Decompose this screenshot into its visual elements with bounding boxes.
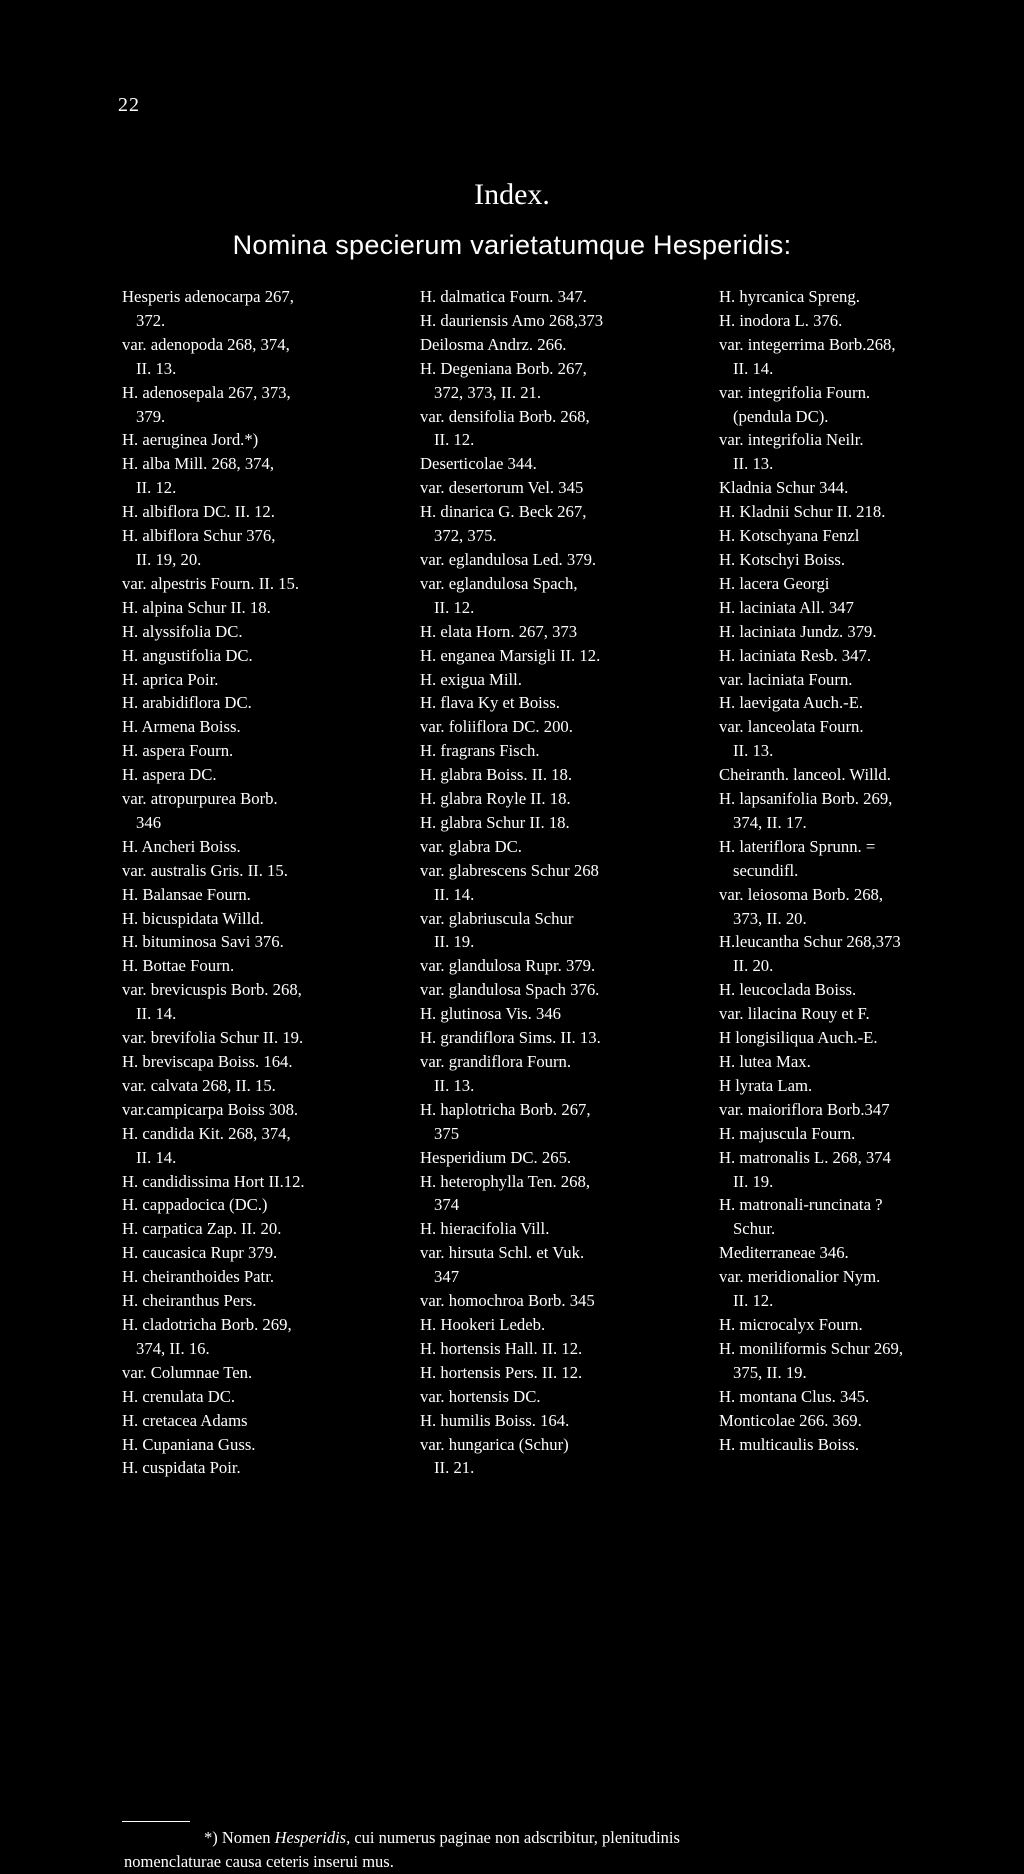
index-entry (420, 500, 705, 548)
index-entry-continuation: 372, 375. (434, 526, 497, 546)
index-entry-line: H. dauriensis Amo 268,373 (420, 310, 604, 330)
index-entry (122, 691, 404, 715)
index-entry-continuation: (pendula DC). (733, 406, 829, 426)
index-entry-continuation: II. 13. (136, 358, 177, 378)
index-entry (719, 1122, 1011, 1146)
index-entry-line: H. aprica Poir. (122, 669, 219, 689)
index-entry (420, 1098, 705, 1146)
index-entry-line: H. hyrcanica Spreng. (719, 287, 860, 306)
index-entry (420, 978, 705, 1002)
index-entry (122, 1050, 404, 1074)
index-entry-line: H. alba Mill. 268, 374, (122, 454, 275, 474)
footnote-genus: Hesperidis, (274, 1828, 351, 1847)
index-entry (719, 835, 1011, 883)
index-entry-line: H. Kotschyana Fenzl (719, 526, 860, 546)
index-entry-line: H.leucantha Schur 268,373 (719, 932, 901, 952)
index-entry-line: var. calvata 268, II. 15. (122, 1075, 276, 1095)
index-entry-line: H. exigua Mill. (420, 669, 522, 689)
index-entry-line: H. cladotricha Borb. 269, (122, 1314, 292, 1334)
index-entry (122, 1122, 404, 1170)
index-entry-line: H. cappadocica (DC.) (122, 1195, 268, 1215)
page-subtitle: Nomina specierum varietatumque Hesperidis: (232, 230, 792, 260)
index-entry (719, 309, 1011, 333)
index-entry-line: H. laciniata Resb. 347. (719, 645, 872, 665)
index-entry-line: var. brevifolia Schur II. 19. (122, 1028, 304, 1048)
index-entry (420, 1313, 705, 1337)
index-entry (420, 835, 705, 859)
index-entry (420, 572, 705, 620)
page-number: 22 (118, 94, 140, 116)
index-entry (420, 476, 705, 500)
index-entry (122, 859, 404, 883)
index-entry (719, 1193, 1011, 1241)
index-entry (420, 691, 705, 715)
index-entry (122, 835, 404, 859)
index-entry-continuation: II. 13. (733, 741, 774, 761)
index-entry-line: H. elata Horn. 267, 373 (420, 621, 578, 641)
index-entry-line: H. matronalis L. 268, 374 (719, 1147, 891, 1167)
index-entry-continuation: II. 12. (733, 1291, 774, 1311)
index-entry-line: H. flava Ky et Boiss. (420, 693, 560, 713)
index-entry-line: var. eglandulosa Spach, (420, 573, 578, 593)
index-entry-line: var. hortensis DC. (420, 1386, 541, 1406)
index-entry (420, 1337, 705, 1361)
index-entry (719, 285, 1011, 309)
index-entry (420, 1217, 705, 1241)
index-entry-line: H. hieracifolia Vill. (420, 1219, 550, 1239)
index-entry (122, 644, 404, 668)
footnote-pre: *) Nomen (204, 1828, 275, 1847)
index-entry (420, 787, 705, 811)
index-entry-line: H. candida Kit. 268, 374, (122, 1123, 291, 1143)
index-entry-continuation: II. 19. (434, 932, 475, 952)
index-entry-line: var. integrifolia Fourn. (719, 382, 871, 402)
index-entry-line: var. grandiflora Fourn. (420, 1052, 572, 1071)
index-entry (122, 763, 404, 787)
index-entry-line: H. majuscula Fourn. (719, 1123, 856, 1143)
index-entry-line: H. multicaulis Boiss. (719, 1434, 859, 1454)
index-entry-continuation: II. 12. (434, 430, 475, 450)
index-entry-continuation: II. 13. (733, 454, 774, 474)
index-entry (420, 1433, 705, 1481)
index-entry-line: H. lacera Georgi (719, 573, 830, 593)
index-entry-continuation: 372, 373, II. 21. (434, 382, 542, 402)
index-entry-continuation: 374 (434, 1195, 460, 1215)
index-entry-continuation: 373, II. 20. (733, 908, 807, 928)
index-entry (122, 285, 404, 333)
index-entry (719, 620, 1011, 644)
index-entry (122, 1098, 404, 1122)
index-entry (122, 930, 404, 954)
page-title: Index. (474, 178, 550, 211)
index-entry-line: H. matronali-runcinata ? (719, 1195, 883, 1215)
footnote-line-2: nomenclaturae causa ceteris inserui mus. (124, 1852, 394, 1871)
footnote-line-1 (124, 1826, 1004, 1850)
index-entry-line: var. glabriuscula Schur (420, 908, 574, 928)
index-entry (420, 357, 705, 405)
index-entry (420, 907, 705, 955)
index-entry-line: H. lapsanifolia Borb. 269, (719, 789, 893, 809)
index-column-3 (719, 285, 1011, 1456)
index-entry-line: H. Kotschyi Boiss. (719, 549, 846, 569)
index-entry-line: H. arabidiflora DC. (122, 693, 252, 713)
index-entry-continuation: 346 (136, 812, 162, 832)
index-entry (122, 1456, 404, 1480)
index-entry (719, 572, 1011, 596)
index-entry-line: var. lanceolata Fourn. (719, 717, 864, 737)
index-entry-line: H longisiliqua Auch.-E. (719, 1028, 878, 1048)
index-entry (122, 452, 404, 500)
index-entry-line: var. glabrescens Schur 268 (420, 860, 599, 880)
index-column-1 (122, 285, 404, 1480)
index-entry-line: H. angustifolia DC. (122, 645, 253, 665)
index-entry-line: H. cretacea Adams (122, 1410, 248, 1430)
index-entry (719, 524, 1011, 548)
index-entry (719, 763, 1011, 787)
index-entry (122, 668, 404, 692)
index-entry (719, 1074, 1011, 1098)
index-entry-line: var. brevicuspis Borb. 268, (122, 980, 302, 1000)
index-entry-line: Deserticolae 344. (420, 454, 537, 474)
index-entry (719, 644, 1011, 668)
index-entry (420, 1361, 705, 1385)
index-entry (122, 1193, 404, 1217)
index-entry (719, 1385, 1011, 1409)
index-entry-line: H. caucasica Rupr 379. (122, 1243, 278, 1263)
index-entry-continuation: II. 14. (434, 884, 475, 904)
index-entry-continuation: II. 13. (434, 1075, 475, 1095)
index-entry (719, 1050, 1011, 1074)
index-entry-line: H. glabra Schur II. 18. (420, 812, 570, 832)
index-entry (122, 1241, 404, 1265)
index-entry-continuation: II. 14. (136, 1147, 177, 1167)
index-entry (719, 1265, 1011, 1313)
index-entry (122, 1385, 404, 1409)
index-entry-continuation: II. 14. (733, 358, 774, 378)
index-entry-line: var. alpestris Fourn. II. 15. (122, 573, 300, 593)
index-entry-line: H. leucoclada Boiss. (719, 980, 857, 1000)
index-entry-continuation: II. 20. (733, 956, 774, 976)
index-entry (122, 1289, 404, 1313)
index-entry (719, 596, 1011, 620)
index-entry-line: H. lateriflora Sprunn. = (719, 836, 876, 856)
index-entry-line: H. Armena Boiss. (122, 717, 241, 737)
index-entry (719, 1409, 1011, 1433)
index-entry (420, 1409, 705, 1433)
index-entry (122, 572, 404, 596)
index-entry (420, 1241, 705, 1289)
index-entry (420, 620, 705, 644)
index-entry-line: H. candidissima Hort II.12. (122, 1171, 305, 1191)
index-entry (719, 333, 1011, 381)
index-entry (122, 428, 404, 452)
index-entry (122, 381, 404, 429)
index-entry-line: H. laevigata Auch.-E. (719, 693, 864, 713)
index-entry-continuation: 375 (434, 1123, 460, 1143)
index-entry (719, 381, 1011, 429)
index-entry-line: H. Balansae Fourn. (122, 884, 251, 904)
index-entry-line: H. haplotricha Borb. 267, (420, 1099, 591, 1119)
index-entry (122, 739, 404, 763)
index-entry (420, 715, 705, 739)
index-entry (420, 811, 705, 835)
index-entry-line: var. maioriflora Borb.347 (719, 1099, 890, 1119)
index-entry (420, 1289, 705, 1313)
index-entry-continuation: II. 14. (136, 1004, 177, 1024)
index-entry-line: H. Hookeri Ledeb. (420, 1314, 546, 1334)
index-entry-line: H. albiflora DC. II. 12. (122, 502, 275, 522)
index-entry-line: H. glabra Boiss. II. 18. (420, 765, 573, 785)
index-entry-line: Deilosma Andrz. 266. (420, 334, 567, 354)
index-entry-line: var. glabra DC. (420, 836, 522, 856)
index-entry (122, 1361, 404, 1385)
index-entry (122, 1074, 404, 1098)
index-entry (420, 1146, 705, 1170)
footnote (124, 1826, 1004, 1874)
index-entry-line: H. dinarica G. Beck 267, (420, 502, 587, 522)
index-entry-continuation: II. 12. (136, 478, 177, 498)
index-entry (719, 1146, 1011, 1194)
index-entry-line: H. alyssifolia DC. (122, 621, 243, 641)
index-entry-line: var.campicarpa Boiss 308. (122, 1099, 299, 1119)
index-entry-line: var. atropurpurea Borb. (122, 789, 278, 809)
index-entry (420, 1026, 705, 1050)
index-entry-line: Hesperis adenocarpa 267, (122, 287, 294, 306)
index-entry-line: H. inodora L. 376. (719, 310, 843, 330)
index-entry-line: H. bituminosa Savi 376. (122, 932, 284, 952)
index-entry (719, 1337, 1011, 1385)
index-entry-line: var. lilacina Rouy et F. (719, 1004, 870, 1024)
index-entry-line: H. adenosepala 267, 373, (122, 382, 291, 402)
index-entry (420, 859, 705, 907)
index-entry-line: var. densifolia Borb. 268, (420, 406, 590, 426)
index-entry-continuation: 379. (136, 406, 166, 426)
index-entry (719, 883, 1011, 931)
index-entry-continuation: II. 19. (733, 1171, 774, 1191)
index-entry (719, 476, 1011, 500)
index-entry (122, 1409, 404, 1433)
index-entry (122, 954, 404, 978)
index-entry (420, 1002, 705, 1026)
index-entry-line: H. humilis Boiss. 164. (420, 1410, 570, 1430)
index-entry (122, 978, 404, 1026)
index-entry (122, 1265, 404, 1289)
index-column-2 (420, 285, 705, 1480)
index-entry (719, 978, 1011, 1002)
index-entry-line: var. integerrima Borb.268, (719, 334, 896, 354)
index-entry (719, 1433, 1011, 1457)
index-entry-line: var. Columnae Ten. (122, 1362, 253, 1382)
index-entry (719, 715, 1011, 763)
index-entry-line: H. grandiflora Sims. II. 13. (420, 1028, 601, 1048)
index-entry-line: H. Bottae Fourn. (122, 956, 235, 976)
index-entry-line: H. laciniata Jundz. 379. (719, 621, 877, 641)
index-entry-line: Mediterraneae 346. (719, 1243, 849, 1263)
index-entry-line: var. hirsuta Schl. et Vuk. (420, 1243, 585, 1263)
index-entry (719, 500, 1011, 524)
index-entry-line: H. glutinosa Vis. 346 (420, 1004, 562, 1024)
index-entry-line: H. aspera Fourn. (122, 741, 234, 761)
index-entry-line: H. heterophylla Ten. 268, (420, 1171, 590, 1191)
index-entry-line: H. laciniata All. 347 (719, 597, 854, 617)
index-entry (420, 309, 705, 333)
index-entry-line: H. enganea Marsigli II. 12. (420, 645, 601, 665)
index-entry (420, 1170, 705, 1218)
index-entry (122, 1433, 404, 1457)
index-entry-line: var. glandulosa Rupr. 379. (420, 956, 596, 976)
index-entry-continuation: 375, II. 19. (733, 1362, 807, 1382)
index-entry-continuation: Schur. (733, 1219, 776, 1239)
index-entry-line: H. carpatica Zap. II. 20. (122, 1219, 282, 1239)
index-entry (719, 1313, 1011, 1337)
index-entry-line: var. glandulosa Spach 376. (420, 980, 600, 1000)
index-entry-line: var. adenopoda 268, 374, (122, 334, 290, 354)
index-entry-line: H. cuspidata Poir. (122, 1458, 241, 1478)
index-entry-line: var. australis Gris. II. 15. (122, 860, 288, 880)
index-entry (719, 1098, 1011, 1122)
index-entry (420, 548, 705, 572)
index-entry (420, 954, 705, 978)
index-entry (122, 1313, 404, 1361)
index-entry (719, 428, 1011, 476)
index-entry (122, 1170, 404, 1194)
index-entry-line: H lyrata Lam. (719, 1075, 813, 1095)
index-entry-line: var. desertorum Vel. 345 (420, 478, 584, 498)
index-entry-line: H. alpina Schur II. 18. (122, 597, 271, 617)
index-entry (122, 620, 404, 644)
index-entry-line: Kladnia Schur 344. (719, 478, 849, 498)
index-entry-continuation: II. 21. (434, 1458, 475, 1478)
index-entry (719, 1002, 1011, 1026)
index-entry-continuation: II. 12. (434, 597, 475, 617)
index-entry-line: H. Kladnii Schur II. 218. (719, 502, 886, 522)
index-entry-line: H. microcalyx Fourn. (719, 1314, 863, 1334)
footnote-post: cui numerus paginae non adscribitur, plenitudinis (350, 1828, 680, 1847)
index-entry-line: var. foliiflora DC. 200. (420, 717, 573, 737)
index-entry (122, 787, 404, 835)
index-entry (719, 1026, 1011, 1050)
index-entry-line: var. laciniata Fourn. (719, 669, 853, 689)
index-entry-line: var. leiosoma Borb. 268, (719, 884, 884, 904)
index-entry-line: H. cheiranthus Pers. (122, 1291, 257, 1311)
index-entry (719, 548, 1011, 572)
index-entry-continuation: 374, II. 17. (733, 812, 807, 832)
index-entry (122, 907, 404, 931)
index-entry (719, 787, 1011, 835)
index-entry (420, 668, 705, 692)
index-entry (719, 691, 1011, 715)
index-entry-line: H. glabra Royle II. 18. (420, 789, 571, 809)
index-entry-line: H. Cupaniana Guss. (122, 1434, 256, 1454)
index-entry (719, 668, 1011, 692)
index-entry-line: var. hungarica (Schur) (420, 1434, 569, 1454)
index-entry-line: H. moniliformis Schur 269, (719, 1338, 904, 1358)
index-entry-line: H. dalmatica Fourn. 347. (420, 287, 587, 306)
index-entry (122, 883, 404, 907)
index-entry-line: H. cheiranthoides Patr. (122, 1267, 275, 1287)
index-entry-continuation: 372. (136, 310, 166, 330)
index-entry-continuation: 374, II. 16. (136, 1338, 210, 1358)
index-entry (420, 644, 705, 668)
index-entry-line: H. Ancheri Boiss. (122, 836, 241, 856)
index-entry-line: var. integrifolia Neilr. (719, 430, 864, 450)
index-entry (122, 1217, 404, 1241)
index-entry (122, 1026, 404, 1050)
index-entry-line: H. albiflora Schur 376, (122, 526, 276, 546)
index-entry-line: Cheiranth. lanceol. Willd. (719, 765, 891, 785)
index-entry (420, 763, 705, 787)
index-entry-line: H. bicuspidata Willd. (122, 908, 264, 928)
index-entry-line: H. lutea Max. (719, 1052, 811, 1071)
index-entry (420, 1385, 705, 1409)
index-entry-line: var. eglandulosa Led. 379. (420, 549, 597, 569)
index-entry (122, 500, 404, 524)
index-entry-line: var. homochroa Borb. 345 (420, 1291, 595, 1311)
index-entry (420, 452, 705, 476)
index-entry (420, 405, 705, 453)
index-entry (122, 715, 404, 739)
index-entry (420, 1050, 705, 1098)
index-entry-line: Monticolae 266. 369. (719, 1410, 862, 1430)
index-entry (122, 524, 404, 572)
index-entry-line: Hesperidium DC. 265. (420, 1147, 572, 1167)
index-entry-line: H. montana Clus. 345. (719, 1386, 870, 1406)
index-entry (719, 1241, 1011, 1265)
footnote-divider (122, 1821, 190, 1822)
index-entry-continuation: II. 19, 20. (136, 549, 202, 569)
index-entry-line: H. Degeniana Borb. 267, (420, 358, 587, 378)
index-entry-line: var. meridionalior Nym. (719, 1267, 881, 1287)
index-entry (420, 285, 705, 309)
index-entry (122, 596, 404, 620)
index-entry-continuation: 347 (434, 1267, 460, 1287)
index-entry (122, 333, 404, 381)
index-entry (719, 930, 1011, 978)
index-entry-line: H. breviscapa Boiss. 164. (122, 1052, 293, 1071)
index-entry (420, 333, 705, 357)
index-entry-line: H. crenulata DC. (122, 1386, 236, 1406)
index-entry-line: H. hortensis Hall. II. 12. (420, 1338, 583, 1358)
index-entry (420, 739, 705, 763)
index-entry-line: H. aeruginea Jord.*) (122, 430, 259, 450)
index-entry-line: H. aspera DC. (122, 765, 217, 785)
index-entry-line: H. fragrans Fisch. (420, 741, 540, 761)
index-entry-line: H. hortensis Pers. II. 12. (420, 1362, 583, 1382)
index-entry-continuation: secundifl. (733, 860, 799, 880)
